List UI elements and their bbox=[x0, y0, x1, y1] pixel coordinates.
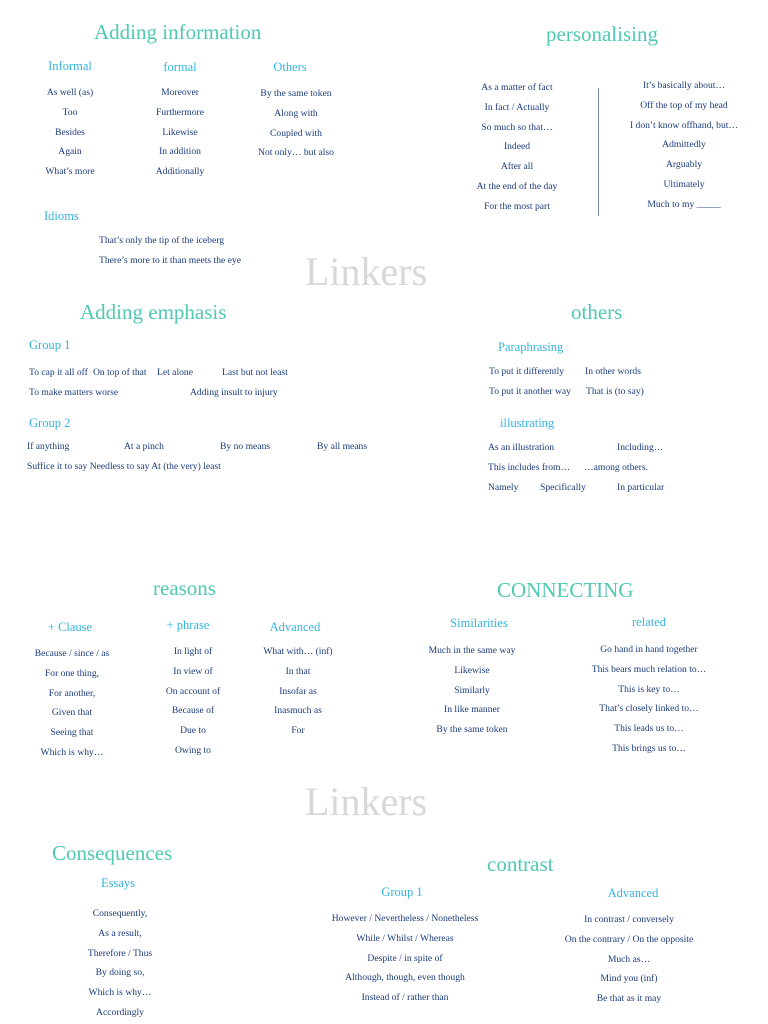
list-item: Much in the same way bbox=[428, 645, 516, 656]
list-item: Indeed bbox=[503, 141, 531, 153]
list-item: Similarly bbox=[454, 684, 490, 696]
list-item: Due to bbox=[180, 725, 206, 737]
section-title: reasons bbox=[153, 576, 216, 600]
list-item: Furthermore bbox=[156, 106, 204, 118]
list-item: I don’t know offhand, but… bbox=[629, 119, 739, 131]
phrase: On top of that bbox=[93, 367, 147, 378]
column-divider bbox=[598, 88, 599, 216]
phrase: Let alone bbox=[157, 367, 193, 378]
list-personalising-left bbox=[452, 78, 582, 217]
phrase: Including… bbox=[617, 442, 664, 453]
phrase: As an illustration bbox=[488, 442, 555, 453]
list-item: However / Nevertheless / Nonetheless bbox=[331, 913, 479, 924]
list-personalising-right bbox=[614, 76, 754, 215]
phrase: This includes from… bbox=[488, 462, 571, 473]
section-title: contrast bbox=[487, 852, 554, 876]
list-item: In fact / Actually bbox=[484, 101, 550, 113]
column-heading-formal: formal bbox=[163, 60, 197, 74]
list-item: Go hand in hand together bbox=[600, 644, 698, 655]
list-item: Besides bbox=[55, 126, 85, 138]
list-item: Consequently, bbox=[92, 908, 148, 919]
list-item: Be that as it may bbox=[596, 993, 662, 1005]
section-title: personalising bbox=[546, 22, 658, 46]
list-item: In like manner bbox=[444, 704, 500, 716]
list-item: In addition bbox=[159, 146, 201, 158]
phrase: To cap it all off bbox=[29, 367, 88, 378]
list-item: For another, bbox=[48, 687, 96, 699]
list-item: This is key to… bbox=[618, 683, 680, 695]
list-informal bbox=[20, 83, 120, 182]
phrase: Suffice it to say Needless to say At (the very) least bbox=[27, 461, 221, 472]
list-item: Too bbox=[62, 106, 78, 118]
list-item: Inasmuch as bbox=[274, 705, 322, 717]
column-heading-related: related bbox=[631, 615, 666, 629]
phrase: In other words bbox=[585, 366, 641, 377]
list-item: For the most part bbox=[484, 200, 550, 212]
list-item: This leads us to… bbox=[614, 723, 684, 735]
section-title: Adding information bbox=[94, 20, 262, 44]
list-item: In that bbox=[285, 665, 311, 677]
list-item: By doing so, bbox=[95, 967, 145, 979]
phrase: At a pinch bbox=[124, 441, 164, 452]
list-item: What’s more bbox=[45, 166, 95, 178]
column-heading-clause: + Clause bbox=[47, 620, 93, 634]
list-item: In view of bbox=[173, 665, 213, 677]
group-heading-illustrating: illustrating bbox=[500, 416, 555, 430]
column-heading-group1: Group 1 bbox=[381, 885, 423, 899]
list-item: Much as… bbox=[607, 953, 651, 965]
list-contrast-group1 bbox=[317, 909, 493, 1008]
list-item: Off the top of my head bbox=[640, 99, 728, 111]
phrase: Namely bbox=[488, 482, 519, 493]
phrase: If anything bbox=[27, 441, 70, 452]
list-similarities bbox=[412, 641, 532, 740]
list-item: As a result, bbox=[98, 927, 142, 939]
list-others bbox=[236, 84, 356, 163]
group-heading-paraphrasing: Paraphrasing bbox=[498, 340, 564, 354]
list-item: Because of bbox=[171, 705, 215, 717]
column-heading-essays: Essays bbox=[100, 876, 136, 890]
list-item: This bears much relation to… bbox=[591, 663, 707, 675]
list-item: Mind you (inf) bbox=[600, 973, 658, 985]
list-item: Therefore / Thus bbox=[87, 947, 153, 959]
list-item: At the end of the day bbox=[476, 180, 558, 192]
list-item: Although, though, even though bbox=[345, 972, 465, 984]
list-item: By the same token bbox=[260, 88, 332, 99]
phrase: Adding insult to injury bbox=[190, 387, 278, 398]
list-item: As well (as) bbox=[46, 87, 94, 98]
list-item: Which is why… bbox=[88, 987, 152, 999]
list-essays bbox=[65, 904, 175, 1023]
list-item: That’s closely linked to… bbox=[599, 703, 699, 715]
phrase: To make matters worse bbox=[29, 387, 119, 398]
list-item: What with… (inf) bbox=[263, 646, 333, 657]
phrase: Last but not least bbox=[222, 367, 288, 378]
column-heading-advanced: Advanced bbox=[607, 886, 659, 900]
phrase: That is (to say) bbox=[586, 386, 644, 397]
list-item: In contrast / conversely bbox=[584, 914, 674, 925]
list-item: Along with bbox=[274, 107, 318, 119]
list-item: Despite / in spite of bbox=[367, 952, 443, 964]
list-item: Seeing that bbox=[50, 727, 94, 739]
list-item: Arguably bbox=[665, 159, 703, 171]
list-item: Likewise bbox=[454, 664, 490, 676]
list-item: Because / since / as bbox=[34, 648, 110, 659]
list-contrast-advanced bbox=[549, 910, 709, 1009]
phrase: To put it differently bbox=[489, 366, 565, 377]
phrase: Specifically bbox=[540, 482, 586, 493]
list-related bbox=[579, 640, 719, 759]
list-item: It’s basically about… bbox=[642, 80, 726, 91]
phrase: By all means bbox=[317, 441, 368, 452]
list-item: After all bbox=[500, 161, 534, 173]
section-title: others bbox=[571, 300, 623, 324]
watermark-linkers-bottom: Linkers bbox=[305, 779, 428, 824]
phrase: By no means bbox=[220, 441, 271, 452]
list-advanced bbox=[248, 642, 348, 741]
list-item: Ultimately bbox=[663, 178, 705, 190]
list-item: In light of bbox=[173, 646, 213, 657]
column-heading-phrase: + phrase bbox=[166, 618, 210, 632]
list-item: Accordingly bbox=[96, 1006, 144, 1018]
list-item: So much so that… bbox=[481, 121, 553, 133]
list-item: Owing to bbox=[175, 744, 211, 756]
list-item: As a matter of fact bbox=[481, 82, 553, 93]
list-item: Given that bbox=[51, 707, 93, 719]
list-item: Insofar as bbox=[279, 685, 317, 697]
list-phrase bbox=[143, 642, 243, 761]
list-item: Again bbox=[58, 146, 82, 158]
section-title: Consequences bbox=[52, 841, 173, 865]
list-idioms bbox=[99, 231, 241, 270]
phrase: …among others. bbox=[584, 462, 648, 473]
list-item: While / Whilst / Whereas bbox=[356, 932, 454, 944]
section-title: Adding emphasis bbox=[80, 300, 227, 324]
list-item: This brings us to… bbox=[612, 742, 686, 754]
column-heading-others: Others bbox=[273, 60, 307, 74]
column-heading-similarities: Similarities bbox=[450, 616, 508, 630]
list-item: On the contrary / On the opposite bbox=[564, 933, 694, 945]
list-item: By the same token bbox=[436, 724, 508, 736]
list-item: There’s more to it than meets the eye bbox=[99, 254, 241, 266]
column-heading-advanced: Advanced bbox=[269, 620, 321, 634]
list-item: Coupled with bbox=[270, 127, 322, 139]
list-item: Not only… but also bbox=[258, 147, 334, 159]
list-item: Instead of / rather than bbox=[361, 992, 449, 1004]
list-item: Likewise bbox=[162, 126, 198, 138]
list-formal bbox=[130, 83, 230, 182]
group-heading-group1: Group 1 bbox=[29, 338, 71, 352]
list-item: Moreover bbox=[161, 87, 199, 98]
column-heading-idioms: Idioms bbox=[44, 209, 79, 223]
list-clause bbox=[17, 644, 127, 763]
list-item: Additionally bbox=[155, 166, 205, 178]
list-item: On account of bbox=[165, 685, 221, 697]
phrase: In particular bbox=[617, 482, 665, 493]
list-item: Much to my _____ bbox=[647, 198, 721, 210]
phrase: To put it another way bbox=[489, 386, 571, 397]
column-heading-informal: Informal bbox=[48, 59, 92, 73]
list-item: Which is why… bbox=[40, 746, 104, 758]
list-item: Admittedly bbox=[662, 139, 706, 151]
list-item: For bbox=[291, 725, 305, 737]
list-item: That’s only the tip of the iceberg bbox=[99, 235, 225, 246]
watermark-linkers-top: Linkers bbox=[305, 249, 428, 294]
list-item: For one thing, bbox=[44, 667, 100, 679]
section-title: CONNECTING bbox=[497, 578, 634, 602]
group-heading-group2: Group 2 bbox=[29, 416, 71, 430]
